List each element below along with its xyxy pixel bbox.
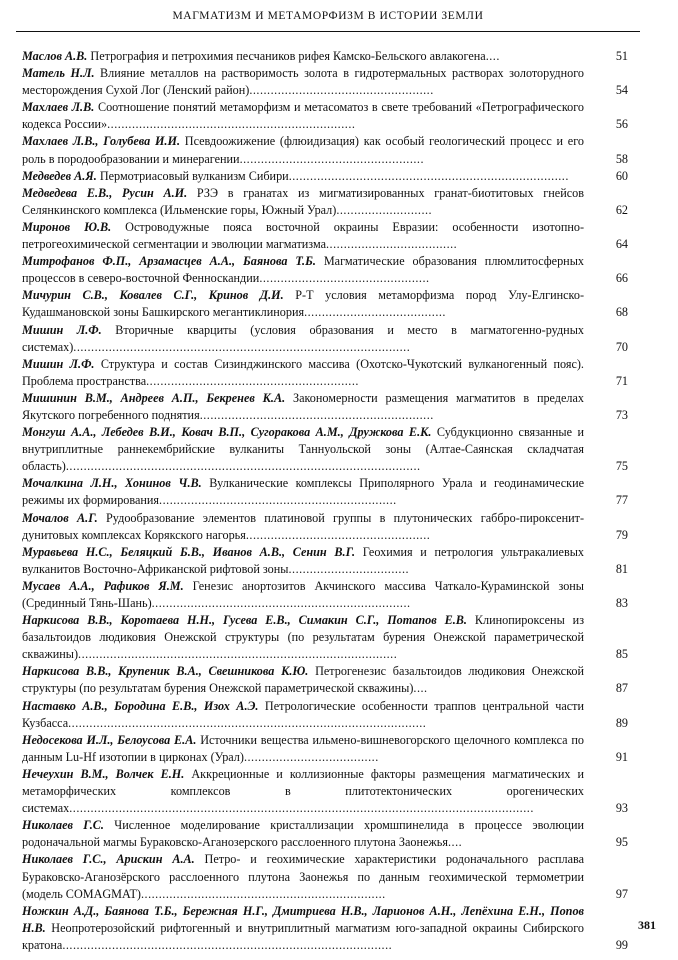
- entry-leader-dots: ...............................................................................................: [73, 339, 411, 354]
- entry-page-number: 54: [615, 83, 628, 98]
- toc-entry: [22, 766, 628, 817]
- entry-authors: Медведева Е.В., Русин А.И.: [22, 185, 188, 200]
- entry-page-number: 62: [615, 202, 628, 217]
- header-rule: [16, 31, 640, 32]
- entry-page-number: 56: [615, 117, 628, 132]
- entry-page-number: 85: [615, 647, 628, 662]
- entry-leader-dots: .............................................................................................: [62, 937, 393, 952]
- entry-page-number: 99: [615, 937, 628, 952]
- entry-authors: Митрофанов Ф.П., Арзамасцев А.А., Баянова Т.Б.: [22, 254, 316, 269]
- entry-title: Рудообразование элементов платиновой группы в плутонических габбро-пироксенит-дунитовых комплексах Корякского нагорья: [22, 510, 585, 542]
- entry-leader-dots: ......................................................................: [107, 117, 356, 132]
- entry-title: Островодужные пояса восточной окраины Евразии: особенности изотопно-петрогеохимической сегментации и эволюции магматизма: [22, 219, 585, 252]
- toc-entry: [22, 510, 628, 544]
- entry-authors: Мишин Л.Ф.: [22, 322, 102, 337]
- entry-leader-dots: .....................................: [325, 237, 458, 252]
- toc-entry: [22, 698, 628, 732]
- entry-leader-dots: ........................................: [304, 305, 446, 320]
- toc-entry: [22, 475, 628, 509]
- page-number: 381: [638, 918, 656, 932]
- entry-authors: Маслов А.В.: [22, 49, 88, 63]
- toc-entry: [22, 578, 628, 612]
- entry-leader-dots: ....................................................: [249, 83, 434, 98]
- entry-leader-dots: ....: [447, 835, 463, 850]
- entry-page-number: 81: [615, 561, 628, 576]
- toc-entry: [22, 65, 628, 99]
- toc-entry: [22, 168, 628, 185]
- toc-entry: [22, 356, 628, 390]
- entry-title: Р-Т условия метаморфизма пород Улу-Елгинско-Кудашмановской зоны Башкирского мегантиклинория: [22, 288, 585, 320]
- entry-title: Неопротерозойский рифтогенный и внутриплитный магматизм юго-западной окраины Сибирского кратона: [22, 920, 585, 952]
- entry-title: Геохимия и петрология ультракалиевых вулканитов Восточно-Африканской рифтовой зоны: [22, 544, 584, 576]
- entry-title: Вторичные кварциты (условия образования и место в магматогенно-рудных системах): [22, 322, 584, 354]
- entry-title: Численное моделирование кристаллизации хромшпинелида в процессе эволюции родоначальной магмы Бураковско-Аганозерского расслоенного плутона Заонежья: [22, 818, 584, 850]
- entry-authors: Махлаев Л.В., Голубева И.И.: [22, 134, 181, 149]
- entry-title: Псевдоожижение (флюидизация) как особый геологический процесс и его роль в породообразовании и минерагении: [22, 134, 584, 166]
- toc-entry: [22, 133, 628, 167]
- entry-leader-dots: ..................................: [288, 561, 410, 576]
- toc-entry: [22, 287, 628, 321]
- entry-page-number: 77: [615, 493, 628, 508]
- entry-page-number: 71: [615, 373, 628, 388]
- entry-page-number: 79: [615, 527, 628, 542]
- toc-entry: [22, 817, 628, 851]
- entry-leader-dots: ....................................................................................................: [65, 459, 421, 474]
- entry-leader-dots: ...............................................................................: [288, 168, 569, 183]
- entry-title: Структура и состав Сизинджинского массива (Охотско-Чукотский вулканогенный пояс). Проблема пространства: [22, 356, 584, 388]
- entry-leader-dots: ................................................: [259, 271, 430, 286]
- entry-leader-dots: .....................................................................................................: [68, 715, 427, 730]
- entry-page-number: 95: [615, 835, 628, 850]
- toc-entry: [22, 612, 628, 663]
- entry-authors: Мусаев А.А., Рафиков Я.М.: [22, 578, 184, 593]
- entry-authors: Муравьева Н.С., Беляцкий Б.В., Иванов А.В., Сенин В.Г.: [22, 544, 356, 559]
- entry-authors: Мочалкина Л.Н., Хонинов Ч.В.: [22, 476, 202, 491]
- entry-leader-dots: ...................................................................................................................................: [69, 801, 534, 816]
- entry-leader-dots: ...................................................................: [159, 493, 397, 508]
- entry-leader-dots: .....................................................................: [140, 886, 386, 901]
- entry-authors: Мочалов А.Г.: [22, 510, 98, 525]
- entry-leader-dots: ....................................................: [239, 151, 425, 166]
- running-header: МАГМАТИЗМ И МЕТАМОРФИЗМ В ИСТОРИИ ЗЕМЛИ: [172, 10, 484, 22]
- entry-title: Влияние металлов на растворимость золота в гидротермальных растворах золоторудного месторождения Сухой Лог (Ленский район): [22, 66, 584, 98]
- entry-authors: Мичурин С.В., Ковалев С.Г., Кринов Д.И.: [22, 288, 284, 303]
- entry-page-number: 91: [615, 749, 628, 764]
- entry-leader-dots: ....................................................: [245, 527, 431, 542]
- entry-leader-dots: ..........................................................................................: [78, 647, 398, 662]
- toc-entry: [22, 390, 628, 424]
- entry-page-number: 97: [615, 886, 628, 901]
- entry-authors: Матель Н.Л.: [22, 66, 95, 81]
- toc-entry: [22, 544, 628, 578]
- entry-page-number: 64: [615, 237, 628, 252]
- table-of-contents: [22, 48, 628, 954]
- entry-title: Петрография и петрохимия песчаников рифея Камско-Бельского авлакогена: [90, 49, 486, 63]
- toc-entry: [22, 322, 628, 356]
- entry-leader-dots: ....: [413, 681, 428, 696]
- entry-page-number: 66: [615, 271, 628, 286]
- entry-title: Петро- и геохимические характеристики родоначального расплава Бураковско-Аганозёрского расслоенного плутона Заонежья по данным геохимической термометрии (модель COMAGMAT): [22, 852, 584, 901]
- entry-page-number: 87: [615, 681, 628, 696]
- entry-authors: Ножкин А.Д., Баянова Т.Б., Бережная Н.Г., Дмитриева Н.В., Ларионов А.Н., Лепёхина Е.Н., Попов Н.В.: [22, 903, 584, 935]
- toc-entry: [22, 253, 628, 287]
- entry-title: Субдукционно связанные и внутриплитные раннекембрийские вулканиты Таннуольской зоны (Алтае-Саянская складчатая область): [22, 425, 585, 474]
- entry-authors: Мишинин В.М., Андреев А.П., Бекренев К.А.: [22, 390, 286, 405]
- entry-title: РЗЭ в гранатах из мигматизированных гранат-биотитовых гнейсов Селянкинского комплекса (Ильменские горы, Южный Урал): [22, 185, 585, 217]
- entry-title: Источники вещества ильмено-вишневогорского щелочного комплекса по данным Lu-Hf изотопии в цирконах (Урал): [22, 732, 584, 764]
- entry-page-number: 58: [615, 151, 628, 166]
- toc-entry: [22, 732, 628, 766]
- entry-authors: Мишин Л.Ф.: [22, 356, 95, 371]
- toc-entry: [22, 48, 628, 65]
- entry-title: Петрологические особенности траппов центральной части Кузбасса: [22, 698, 585, 730]
- entry-page-number: 51: [615, 49, 628, 63]
- toc-entry: [22, 424, 628, 475]
- entry-authors: Наркисова В.В., Крупеник В.А., Свешникова К.Ю.: [22, 664, 309, 679]
- toc-entry: [22, 903, 628, 954]
- entry-authors: Монгуш А.А., Лебедев В.И., Ковач В.П., Сугоракова А.М., Дружкова Е.К.: [22, 425, 432, 440]
- entry-title: Вулканические комплексы Приполярного Урала и геодинамические режимы их формирования: [22, 476, 585, 508]
- entry-authors: Николаев Г.С., Арискин А.А.: [22, 852, 195, 867]
- entry-leader-dots: ......................................: [243, 749, 379, 764]
- entry-authors: Наркисова В.В., Коротаева Н.Н., Гусева Е.В., Симакин С.Г., Потапов Е.В.: [22, 613, 467, 628]
- toc-entry: [22, 663, 628, 697]
- entry-authors: Медведев А.Я.: [22, 168, 97, 183]
- toc-entry: [22, 851, 628, 902]
- entry-page-number: 93: [615, 801, 628, 816]
- entry-authors: Наставко А.В., Бородина Е.В., Изох А.Э.: [22, 698, 259, 713]
- entry-title: Пермотриасовый вулканизм Сибири: [99, 168, 289, 183]
- entry-title: Соотношение понятий метаморфизм и метасоматоз в свете требований «Петрографического кодекса России»: [22, 100, 585, 132]
- entry-page-number: 83: [615, 596, 628, 610]
- entry-page-number: 75: [615, 459, 628, 474]
- entry-authors: Миронов Ю.В.: [22, 219, 112, 234]
- toc-entry: [22, 219, 628, 253]
- entry-title: Аккреционные и коллизионные факторы размещения магматических и метаморфических комплексов в плитотектонических орогенических системах: [22, 766, 585, 816]
- entry-page-number: 89: [615, 715, 628, 730]
- toc-entry: [22, 185, 628, 219]
- entry-leader-dots: ..................................................................: [199, 407, 434, 422]
- entry-authors: Махлаев Л.В.: [22, 100, 95, 115]
- entry-leader-dots: .........................................................................: [151, 596, 411, 610]
- toc-entry: [22, 99, 628, 133]
- entry-title: Клинопироксены из базальтоидов людиковия Онежской структуры (по результатам бурения Онежской параметрической скважины): [22, 613, 585, 662]
- entry-title: Закономерности размещения магматитов в пределах Якутского погребенного поднятия: [22, 390, 585, 422]
- entry-authors: Нечеухин В.М., Волчек Е.Н.: [22, 766, 185, 781]
- entry-authors: Николаев Г.С.: [22, 818, 104, 833]
- entry-title: Петрогенезис базальтоидов людиковия Онежской структуры (по результатам бурения Онежской параметрической скважины): [22, 664, 584, 696]
- entry-page-number: 60: [615, 168, 628, 183]
- entry-leader-dots: ............................................................: [146, 373, 359, 388]
- entry-page-number: 68: [615, 305, 628, 320]
- entry-authors: Недосекова И.Л., Белоусова Е.А.: [22, 732, 197, 747]
- entry-title: Магматические образования плюмлитосферных процессов в северо-восточной Фенноскандии: [22, 254, 584, 286]
- entry-page-number: 70: [615, 339, 628, 354]
- entry-title: Генезис анортозитов Акчинского массива Чаткало-Кураминской зоны (Срединный Тянь-Шань): [22, 578, 584, 610]
- entry-page-number: 73: [615, 407, 628, 422]
- entry-leader-dots: ...........................: [336, 202, 433, 217]
- entry-leader-dots: ....: [485, 49, 500, 63]
